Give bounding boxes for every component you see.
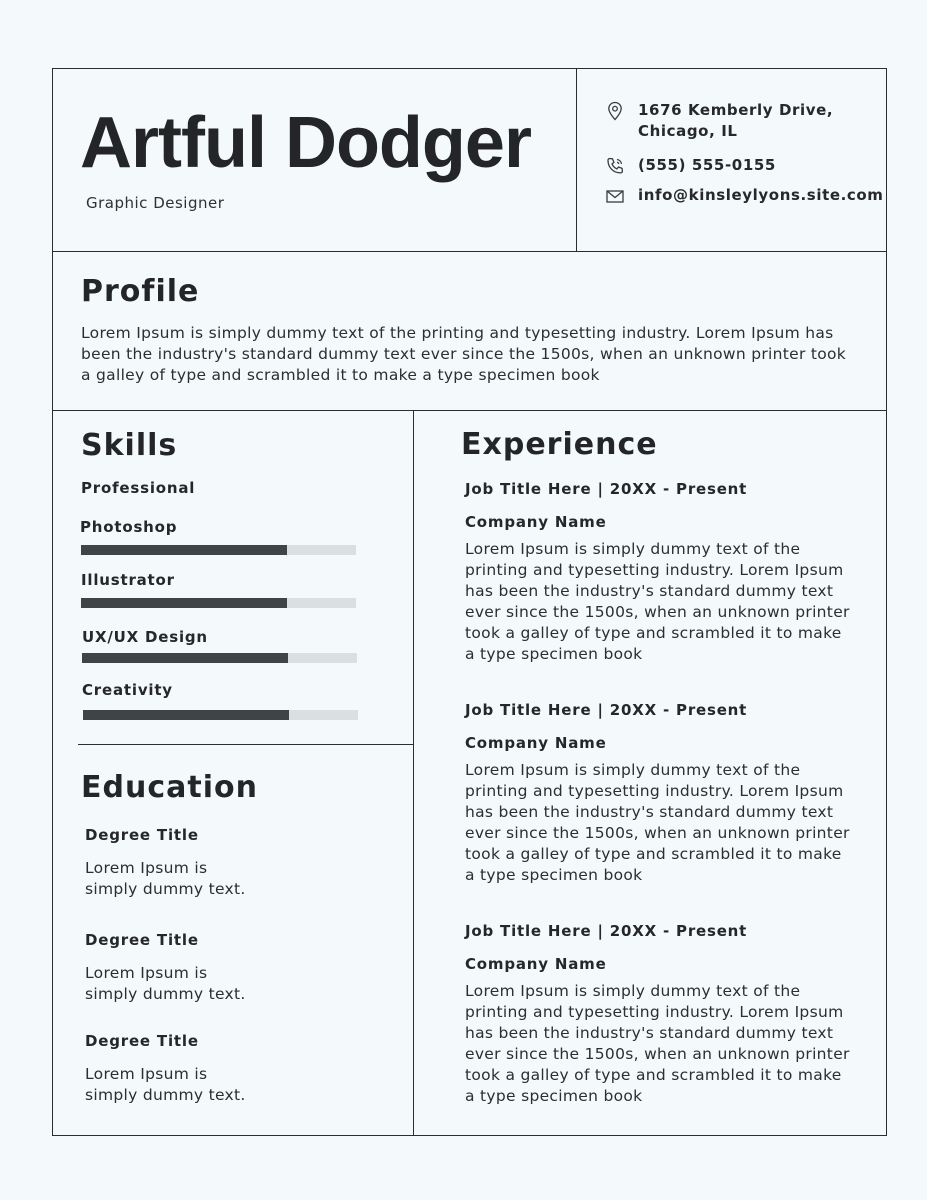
job-title: Job Title Here | 20XX - Present [465,701,748,719]
skill-bar-track [82,653,357,663]
contact-phone [604,155,776,177]
contact-email [604,185,884,207]
job-title: Job Title Here | 20XX - Present [465,922,748,940]
column-divider [413,410,414,1136]
skill-bar-track [81,598,356,608]
job-description: Lorem Ipsum is simply dummy text of the printing and typesetting industry. Lorem Ipsum has been the industry's standard dummy text ever since the 1500s, when an unknown printer took a galley of type and scrambled it to make a type specimen book [465,761,850,884]
skill-bar-track [83,710,358,720]
degree-line1: Lorem Ipsum is [85,859,208,877]
skill-bar-fill [83,710,289,720]
degree-line1: Lorem Ipsum is [85,964,208,982]
contact-address [604,100,833,142]
profile-bottom-divider [52,410,887,411]
degree-title: Degree Title [85,1032,199,1050]
skills-heading: Skills [81,428,178,463]
phone-icon [604,155,626,177]
skill-bar-track [81,545,356,555]
job-description: Lorem Ipsum is simply dummy text of the printing and typesetting industry. Lorem Ipsum has been the industry's standard dummy text ever since the 1500s, when an unknown printer took a galley of type and scrambled it to make a type specimen book [465,982,850,1105]
experience-heading: Experience [461,427,658,462]
degree-line2: simply dummy text. [85,1086,246,1104]
profile-heading: Profile [81,274,200,309]
skill-bar-fill [81,598,287,608]
skill-label: Photoshop [80,518,178,536]
skill-bar-fill [81,545,287,555]
envelope-icon [604,185,626,207]
address-line2: Chicago, IL [638,122,738,140]
email-address: info@kinsleylyons.site.com [638,186,884,204]
profile-text: Lorem Ipsum is simply dummy text of the printing and typesetting industry. Lorem Ipsum has been the industry's standard dummy text ever since the 1500s, when an unknown printer took a galley of type and scrambled it to make a type specimen book [81,324,847,384]
degree-title: Degree Title [85,931,199,949]
degree-title: Degree Title [85,826,199,844]
company-name: Company Name [465,734,607,752]
skill-label: UX/UX Design [82,628,208,646]
address-line1: 1676 Kemberly Drive, [638,101,834,119]
header-divider [576,68,577,252]
job-description: Lorem Ipsum is simply dummy text of the printing and typesetting industry. Lorem Ipsum has been the industry's standard dummy text ever since the 1500s, when an unknown printer took a galley of type and scrambled it to make a type specimen book [465,540,850,663]
company-name: Company Name [465,955,607,973]
skill-label: Illustrator [81,571,175,589]
skill-label: Creativity [82,681,173,699]
job-role: Graphic Designer [86,194,225,212]
degree-line2: simply dummy text. [85,985,246,1003]
degree-line2: simply dummy text. [85,880,246,898]
company-name: Company Name [465,513,607,531]
job-title: Job Title Here | 20XX - Present [465,480,748,498]
skills-subheading: Professional [81,479,196,497]
header-bottom-divider [52,251,887,252]
phone-number: (555) 555-0155 [638,156,776,174]
skill-bar-fill [82,653,288,663]
location-pin-icon [604,100,626,122]
skills-bottom-divider [78,744,414,745]
education-heading: Education [81,770,258,805]
degree-line1: Lorem Ipsum is [85,1065,208,1083]
candidate-name: Artful Dodger [80,103,531,183]
